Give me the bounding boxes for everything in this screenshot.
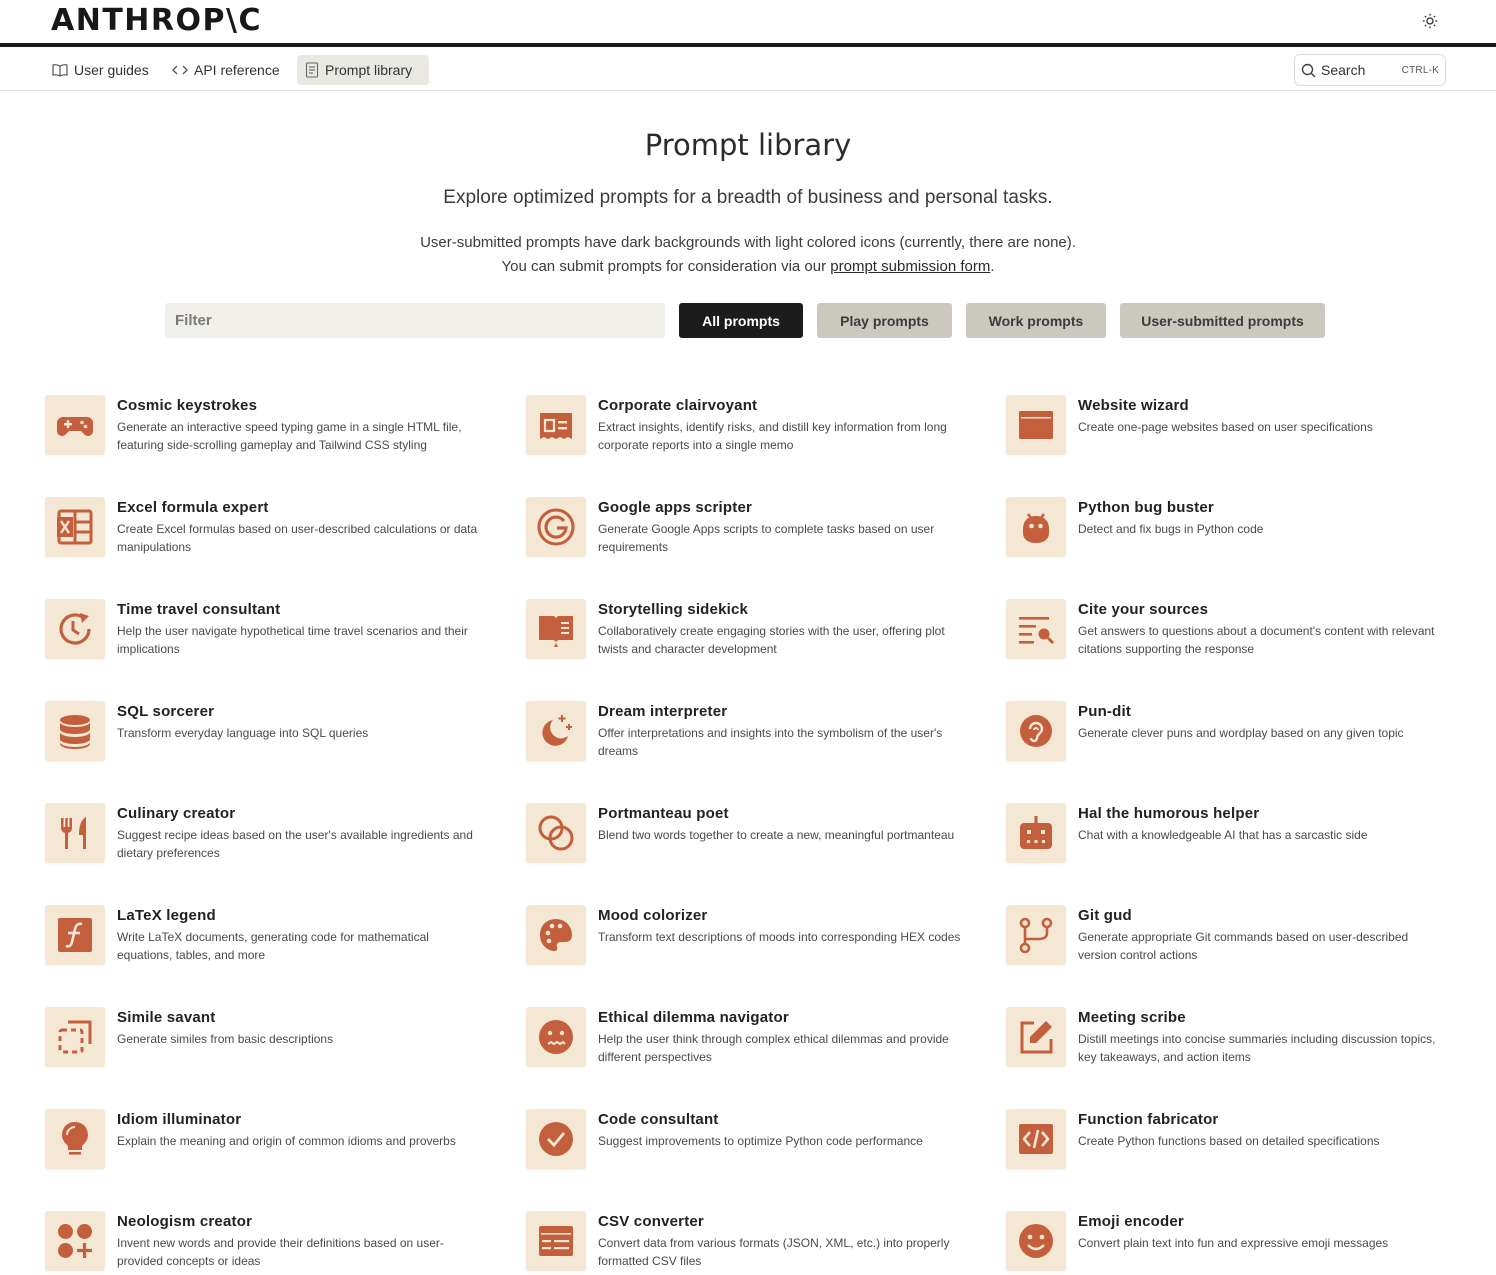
anthropic-logo[interactable]: ANTHROP\C (51, 3, 262, 38)
prompt-title: Python bug buster (1078, 499, 1214, 516)
nav-user-guides[interactable] (44, 55, 157, 85)
prompt-title: Cite your sources (1078, 601, 1209, 618)
prompt-card-text (1078, 395, 1373, 459)
text-search-icon (1006, 599, 1066, 659)
prompt-card-text (117, 1211, 483, 1275)
prompt-card-culinary-creator[interactable] (45, 803, 505, 867)
sun-icon (1422, 13, 1438, 29)
dashed-squares-icon (45, 1007, 105, 1067)
prompt-card-mood-colorizer[interactable] (526, 905, 986, 969)
prompt-card-sql-sorcerer[interactable] (45, 701, 505, 765)
prompt-description: Create Python functions based on detailed specifications (1078, 1134, 1380, 1148)
prompt-description: Transform text descriptions of moods into corresponding HEX codes (598, 930, 961, 944)
prompt-description: Detect and fix bugs in Python code (1078, 522, 1264, 536)
prompt-description: Extract insights, identify risks, and distill key information from long corporate reports into a single memo (598, 420, 947, 452)
prompt-card-text (117, 1109, 456, 1173)
prompt-title: Cosmic keystrokes (117, 397, 258, 414)
prompt-description: Offer interpretations and insights into the symbolism of the user's dreams (598, 726, 943, 758)
check-circle-icon (526, 1109, 586, 1169)
code-icon (172, 64, 188, 76)
prompt-description: Suggest recipe ideas based on the user's available ingredients and dietary preferences (117, 828, 473, 860)
nav-user-guides-label: User guides (74, 62, 149, 78)
prompt-title: Simile savant (117, 1009, 216, 1026)
prompt-title: Meeting scribe (1078, 1009, 1186, 1026)
prompt-card-code-consultant[interactable] (526, 1109, 986, 1173)
prompt-card-text (117, 1007, 333, 1071)
prompt-description: Generate clever puns and wordplay based on any given topic (1078, 726, 1404, 740)
robot-icon (1006, 803, 1066, 863)
prompt-title: Pun-dit (1078, 703, 1132, 720)
prompt-card-text (1078, 803, 1368, 867)
prompt-card-git-gud[interactable] (1006, 905, 1466, 969)
prompt-title: Ethical dilemma navigator (598, 1009, 789, 1026)
shapes-plus-icon (45, 1211, 105, 1271)
prompt-card-cite-your-sources[interactable] (1006, 599, 1466, 663)
all-prompts-button[interactable]: All prompts (679, 303, 803, 338)
prompt-title: Website wizard (1078, 397, 1189, 414)
git-branch-icon (1006, 905, 1066, 965)
prompt-card-hal-the-humorous-helper[interactable] (1006, 803, 1466, 867)
prompt-card-corporate-clairvoyant[interactable] (526, 395, 986, 459)
nav-api-reference[interactable] (164, 55, 288, 85)
edit-icon (1006, 1007, 1066, 1067)
excel-icon (45, 497, 105, 557)
prompt-card-text (1078, 497, 1263, 561)
prompt-description: Get answers to questions about a document's content with relevant citations supporting the response (1078, 624, 1435, 656)
prompt-card-latex-legend[interactable] (45, 905, 505, 969)
user-submitted-prompts-button[interactable]: User-submitted prompts (1120, 303, 1325, 338)
prompt-card-text (598, 905, 960, 969)
ear-icon (1006, 701, 1066, 761)
prompt-card-website-wizard[interactable] (1006, 395, 1466, 459)
prompt-card-text (598, 1211, 964, 1275)
prompt-description: Help the user think through complex ethical dilemmas and provide different perspectives (598, 1032, 949, 1064)
prompt-title: Portmanteau poet (598, 805, 729, 822)
prompt-description: Convert plain text into fun and expressive emoji messages (1078, 1236, 1389, 1250)
prompt-card-text (1078, 905, 1444, 969)
newspaper-icon (526, 395, 586, 455)
prompt-title: Storytelling sidekick (598, 601, 749, 618)
page-title: Prompt library (644, 128, 852, 162)
play-prompts-button[interactable]: Play prompts (817, 303, 952, 338)
prompt-description: Write LaTeX documents, generating code for mathematical equations, tables, and more (117, 930, 429, 962)
function-icon (45, 905, 105, 965)
submission-note (0, 231, 1496, 279)
fork-knife-icon (45, 803, 105, 863)
prompt-card-python-bug-buster[interactable] (1006, 497, 1466, 561)
prompt-card-text (117, 905, 483, 969)
gamepad-icon (45, 395, 105, 455)
prompt-card-pun-dit[interactable] (1006, 701, 1466, 765)
page-subtitle: Explore optimized prompts for a breadth of business and personal tasks. (443, 187, 1053, 208)
prompt-title: SQL sorcerer (117, 703, 215, 720)
moon-stars-icon (526, 701, 586, 761)
prompt-card-portmanteau-poet[interactable] (526, 803, 986, 867)
search-shortcut: CTRL-K (1401, 64, 1439, 76)
prompt-description: Chat with a knowledgeable AI that has a sarcastic side (1078, 828, 1368, 842)
prompt-title: Idiom illuminator (117, 1111, 242, 1128)
prompt-description: Create Excel formulas based on user-described calculations or data manipulations (117, 522, 478, 554)
prompt-card-cosmic-keystrokes[interactable] (45, 395, 505, 459)
prompt-card-text (598, 1007, 964, 1071)
prompt-card-ethical-dilemma-navigator[interactable] (526, 1007, 986, 1071)
prompt-title: Mood colorizer (598, 907, 708, 924)
prompt-card-neologism-creator[interactable] (45, 1211, 505, 1275)
palette-icon (526, 905, 586, 965)
search-button[interactable] (1294, 54, 1446, 86)
prompt-description: Collaboratively create engaging stories with the user, offering plot twists and character development (598, 624, 945, 656)
prompt-description: Distill meetings into concise summaries including discussion topics, key takeaways, and action items (1078, 1032, 1436, 1064)
note-prefix: You can submit prompts for consideration via our (501, 258, 831, 275)
prompt-card-text (1078, 1211, 1388, 1275)
prompt-card-idiom-illuminator[interactable] (45, 1109, 505, 1173)
worried-face-icon (526, 1007, 586, 1067)
prompt-card-text (117, 395, 483, 459)
search-label: Search (1321, 62, 1366, 78)
prompt-title: Function fabricator (1078, 1111, 1219, 1128)
prompt-title: Hal the humorous helper (1078, 805, 1260, 822)
prompt-description: Help the user navigate hypothetical time travel scenarios and their implications (117, 624, 468, 656)
open-book-icon (526, 599, 586, 659)
note-line-1: User-submitted prompts have dark backgrounds with light colored icons (currently, there are none). (420, 234, 1076, 251)
theme-toggle-button[interactable] (1418, 9, 1442, 33)
prompt-title: LaTeX legend (117, 907, 216, 924)
prompt-title: CSV converter (598, 1213, 704, 1230)
prompt-card-google-apps-scripter[interactable] (526, 497, 986, 561)
prompt-card-text (598, 701, 964, 765)
prompt-title: Code consultant (598, 1111, 719, 1128)
prompt-description: Explain the meaning and origin of common idioms and proverbs (117, 1134, 456, 1148)
nav-api-reference-label: API reference (194, 62, 280, 78)
filter-input[interactable] (165, 303, 665, 338)
prompt-card-excel-formula-expert[interactable] (45, 497, 505, 561)
prompt-description: Create one-page websites based on user specifications (1078, 420, 1373, 434)
book-icon (52, 63, 68, 77)
prompt-submission-form-link[interactable]: prompt submission form (830, 258, 991, 275)
prompt-card-text (117, 701, 368, 765)
prompt-description: Generate Google Apps scripts to complete tasks based on user requirements (598, 522, 935, 554)
prompt-title: Git gud (1078, 907, 1132, 924)
prompt-title: Emoji encoder (1078, 1213, 1184, 1230)
prompt-card-text (1078, 701, 1404, 765)
prompt-description: Suggest improvements to optimize Python code performance (598, 1134, 923, 1148)
prompt-description: Transform everyday language into SQL queries (117, 726, 369, 740)
browser-window-icon (1006, 395, 1066, 455)
prompt-card-emoji-encoder[interactable] (1006, 1211, 1466, 1275)
nav-prompt-library[interactable] (297, 55, 429, 85)
prompt-card-csv-converter[interactable] (526, 1211, 986, 1275)
prompt-card-text (117, 599, 483, 663)
prompt-card-simile-savant[interactable] (45, 1007, 505, 1071)
nav-prompt-library-label: Prompt library (325, 62, 413, 78)
bug-icon (1006, 497, 1066, 557)
overlapping-circles-icon (526, 803, 586, 863)
note-suffix: . (990, 258, 995, 275)
prompt-card-text (1078, 599, 1444, 663)
prompt-title: Google apps scripter (598, 499, 753, 516)
prompt-card-text (1078, 1007, 1444, 1071)
prompt-title: Neologism creator (117, 1213, 253, 1230)
smiley-icon (1006, 1211, 1066, 1271)
table-icon (526, 1211, 586, 1271)
prompt-description: Generate an interactive speed typing game in a single HTML file, featuring side-scrolling gameplay and Tailwind CSS styling (117, 420, 462, 452)
code-brackets-icon (1006, 1109, 1066, 1169)
clock-rewind-icon (45, 599, 105, 659)
note-line-2 (0, 255, 1496, 279)
lightbulb-icon (45, 1109, 105, 1169)
nav-bar (0, 50, 1496, 91)
prompt-card-storytelling-sidekick[interactable] (526, 599, 986, 663)
prompt-card-text (1078, 1109, 1380, 1173)
prompt-card-text (598, 803, 954, 867)
prompt-card-text (598, 497, 964, 561)
prompt-card-time-travel-consultant[interactable] (45, 599, 505, 663)
prompt-card-dream-interpreter[interactable] (526, 701, 986, 765)
prompt-title: Excel formula expert (117, 499, 269, 516)
top-bar (0, 0, 1496, 47)
prompt-card-text (598, 395, 964, 459)
prompt-title: Dream interpreter (598, 703, 728, 720)
prompt-title: Corporate clairvoyant (598, 397, 758, 414)
search-icon (1301, 63, 1316, 78)
prompt-description: Invent new words and provide their definitions based on user-provided concepts or ideas (117, 1236, 444, 1268)
prompt-title: Culinary creator (117, 805, 236, 822)
database-icon (45, 701, 105, 761)
prompt-card-text (117, 497, 483, 561)
prompt-card-function-fabricator[interactable] (1006, 1109, 1466, 1173)
prompt-description: Blend two words together to create a new, meaningful portmanteau (598, 828, 955, 842)
work-prompts-button[interactable]: Work prompts (966, 303, 1106, 338)
prompt-card-text (598, 599, 964, 663)
prompt-card-text (117, 803, 483, 867)
prompt-title: Time travel consultant (117, 601, 281, 618)
document-icon (305, 62, 319, 78)
prompt-description: Generate similes from basic descriptions (117, 1032, 334, 1046)
prompt-description: Generate appropriate Git commands based on user-described version control actions (1078, 930, 1409, 962)
prompt-description: Convert data from various formats (JSON, XML, etc.) into properly formatted CSV files (598, 1236, 950, 1268)
prompt-card-text (598, 1109, 923, 1173)
prompt-card-meeting-scribe[interactable] (1006, 1007, 1466, 1071)
google-icon (526, 497, 586, 557)
